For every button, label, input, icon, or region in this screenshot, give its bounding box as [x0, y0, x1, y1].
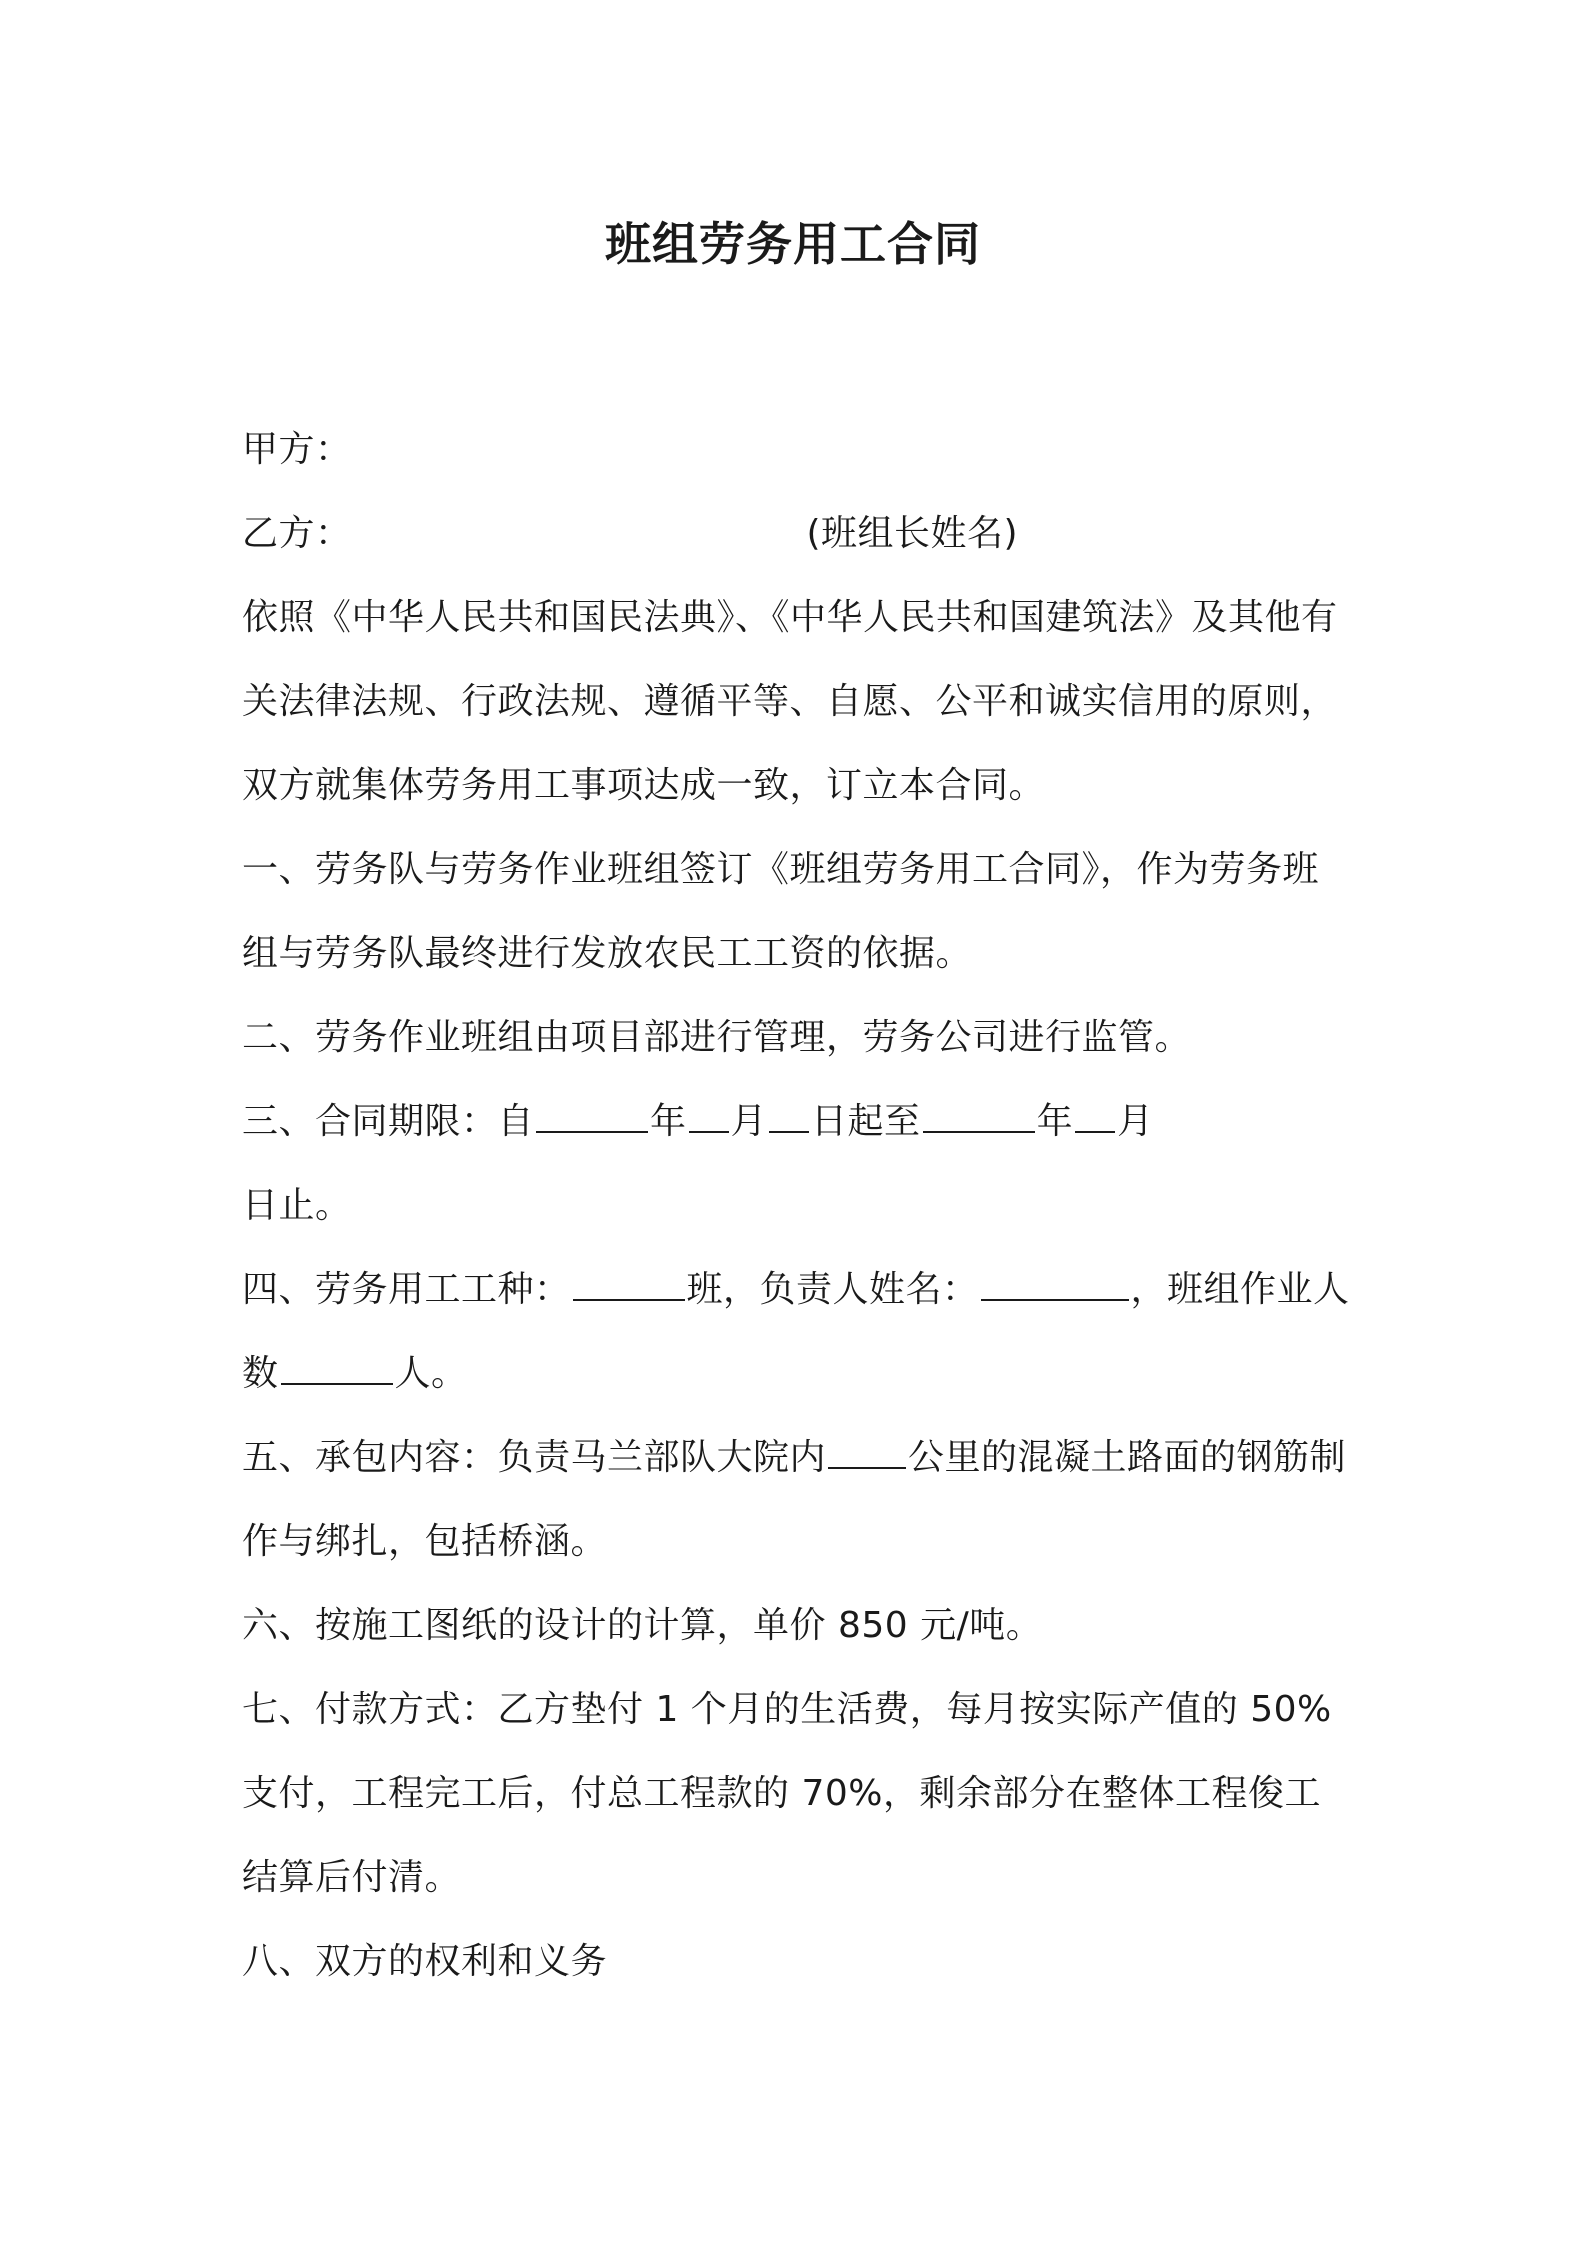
- party-b-note: (班组长姓名): [806, 513, 1019, 554]
- intro-line-1: 依照《中华人民共和国民法典》、《中华人民共和国建筑法》及其他有: [242, 597, 1338, 638]
- clause-3-day-to: 日起至: [811, 1101, 921, 1142]
- end-year-blank[interactable]: [923, 1097, 1035, 1133]
- clause-3-end: 日止。: [242, 1185, 352, 1226]
- intro-line-3: 双方就集体劳务用工事项达成一致，订立本合同。: [242, 765, 1046, 806]
- clause-3-month-1: 月: [730, 1101, 768, 1142]
- start-day-blank[interactable]: [769, 1097, 809, 1133]
- clause-4-line-1: [242, 1248, 1362, 1332]
- clause-1-line-1: 一、劳务队与劳务作业班组签订《班组劳务用工合同》，作为劳务班: [242, 849, 1320, 890]
- clause-4-members: ，班组作业人: [1130, 1269, 1350, 1310]
- clause-4-ban: 班，负责人姓名：: [686, 1269, 979, 1310]
- party-a-label: 甲方：: [242, 429, 352, 470]
- clause-1-line-2: 组与劳务队最终进行发放农民工工资的依据。: [242, 933, 973, 974]
- clause-3-year-1: 年: [650, 1101, 687, 1142]
- clause-5-suffix: 公里的混凝土路面的钢筋制: [908, 1437, 1347, 1478]
- start-month-blank[interactable]: [689, 1097, 729, 1133]
- clause-7-line-2: 支付，工程完工后，付总工程款的 70%，剩余部分在整体工程俊工: [242, 1773, 1321, 1814]
- party-b-label: 乙方：: [242, 513, 352, 554]
- clause-3-line-1: [242, 1080, 1362, 1164]
- work-type-blank[interactable]: [573, 1265, 685, 1301]
- leader-name-blank[interactable]: [981, 1265, 1129, 1301]
- clause-5-prefix: 五、承包内容：负责马兰部队大院内: [242, 1437, 827, 1478]
- clause-3-year-2: 年: [1036, 1101, 1074, 1142]
- clause-5-line-2: 作与绑扎，包括桥涵。: [242, 1521, 608, 1562]
- party-a-line: [242, 408, 1362, 492]
- clause-8: 八、双方的权利和义务: [242, 1941, 608, 1982]
- clause-4-count-prefix: 数: [242, 1353, 279, 1394]
- clause-7-line-1: 七、付款方式：乙方垫付 1 个月的生活费，每月按实际产值的 50%: [242, 1689, 1332, 1730]
- clause-4-count-suffix: 人。: [394, 1353, 468, 1394]
- clause-4-prefix: 四、劳务用工工种：: [242, 1269, 571, 1310]
- clause-6: 六、按施工图纸的设计的计算，单价 850 元/吨。: [242, 1605, 1043, 1646]
- document-title: 班组劳务用工合同: [605, 217, 981, 271]
- document-body: [242, 408, 1362, 2004]
- distance-blank[interactable]: [828, 1433, 906, 1469]
- clause-3-month-2: 月: [1117, 1101, 1154, 1142]
- clause-3-prefix: 三、合同期限：自: [242, 1101, 535, 1142]
- start-year-blank[interactable]: [536, 1097, 648, 1133]
- worker-count-blank[interactable]: [281, 1349, 393, 1385]
- clause-3-line-2: [242, 1164, 1362, 1248]
- clause-7-line-3: 结算后付清。: [242, 1857, 462, 1898]
- clause-5-line-1: [242, 1416, 1362, 1500]
- party-b-line: [242, 492, 1362, 576]
- intro-line-2: 关法律法规、行政法规、遵循平等、自愿、公平和诚实信用的原则，: [242, 681, 1338, 722]
- clause-4-line-2: [242, 1332, 1362, 1416]
- clause-2: 二、劳务作业班组由项目部进行管理，劳务公司进行监管。: [242, 1017, 1192, 1058]
- end-month-blank[interactable]: [1075, 1097, 1115, 1133]
